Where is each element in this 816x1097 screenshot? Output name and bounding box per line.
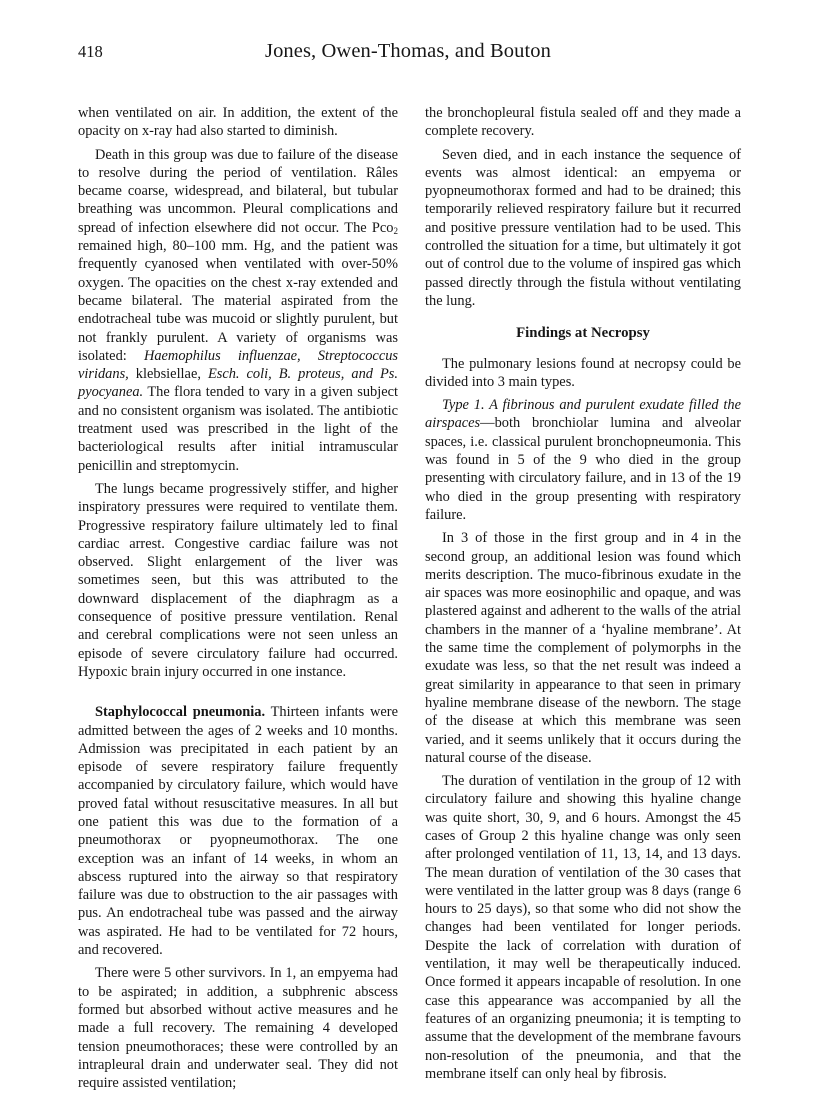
paragraph-text: remained high, 80–100 mm. Hg, and the patient was frequently cyanosed when ventilated with over-50% oxygen. The opacities on the chest x-ray extended and became bilateral. The material aspirated from the endotracheal tube was mucoid or slightly purulent, but not frankly purulent. A variety of organisms was isolated:	[78, 238, 398, 364]
paragraph: Seven died, and in each instance the sequence of events was almost identical: an empyema or pyopneumothorax formed and had to be drained; this temporarily relieved respiratory failure but it recurred and positive pressure ventilation had to be used. This controlled the situation for a time, but ultimately it got out of control due to the volume of inspired gas which passed directly through the fistula without ventilating the lung.	[425, 146, 741, 309]
paragraph: the bronchopleural fistula sealed off and they made a complete recovery.	[425, 105, 741, 140]
paragraph-text: Death in this group was due to failure of the disease to resolve during the period of ventilation. Râles became coarse, widespread, and bilateral, but tubular breathing was uncommon. Pleural complications and spread of infection elsewhere did not occur. The Pco	[78, 146, 398, 236]
paragraph	[425, 396, 741, 524]
organism-names: Haemophilus influenzae, Streptococcus viridans,	[78, 347, 398, 383]
paragraph	[78, 146, 398, 475]
paragraph-text: Thirteen infants were admitted between the ages of 2 weeks and 10 months. Admission was precipitated in each patient by an episode of severe respiratory failure frequently accompanied by circulatory failure, which would have proved fatal without resuscitative measures. In all but one patient this was due to the formation of a pneumothorax or pyopneumothorax. The one exception was an infant of 14 weeks, in whom an abscess ruptured into the airway so that respiratory failure was due to obstruction to the air passages with pus. An endotracheal tube was passed and the airway was aspirated. He had to be ventilated for 72 hours, and recovered.	[78, 704, 398, 959]
right-column	[425, 104, 741, 1088]
paragraph: The duration of ventilation in the group of 12 with circulatory failure and showing this hyaline change was quite short, 30, 9, and 6 hours. Amongst the 45 cases of Group 2 this hyaline change was only seen after prolonged ventilation of 11, 13, 14, and 13 days. The mean duration of ventilation of the 30 cases that were ventilated in the latter group was 8 days (range 6 hours to 25 days), so that some who did not show the changes had been ventilated for longer periods. Despite the lack of correlation with duration of ventilation, it may well be therapeutically induced. Once formed it appears incapable of resolution. In one case this appearance was accompanied by all the features of an organizing pneumonia; it is tempting to assume that the development of the membrane favours non-resolution of the pneumonia, and that the membrane itself can only heal by fibrosis.	[425, 773, 741, 1082]
section-heading: Findings at Necropsy	[516, 325, 650, 342]
left-column	[78, 104, 398, 1097]
paragraph: when ventilated on air. In addition, the extent of the opacity on x-ray had also started to diminish.	[78, 105, 398, 140]
page-number: 418	[78, 42, 103, 61]
paragraph: There were 5 other survivors. In 1, an empyema had to be aspirated; in addition, a subphrenic abscess formed but absorbed without active measures and he made a full recovery. The remaining 4 developed tension pneumothoraces; these were controlled by an intrapleural drain and underwater seal. They did not require assisted ventilation;	[78, 965, 398, 1092]
subscript: 2	[393, 225, 398, 236]
running-head: Jones, Owen-Thomas, and Bouton	[265, 40, 551, 62]
page-header	[78, 40, 738, 70]
type-heading: Type 1. A fibrinous and purulent exudate filled the airspaces	[425, 397, 741, 432]
paragraph-text: klebsiellae,	[128, 366, 208, 383]
paragraph-text: The flora tended to vary in a given subject and no consistent organism was isolated. The antibiotic treatment used was prescribed in the light of the bacteriological results after initial intramuscular penicillin and streptomycin.	[78, 384, 398, 474]
paragraph: In 3 of those in the first group and in 4 in the second group, an additional lesion was found which merits description. The muco-fibrinous exudate in the air spaces was more eosinophilic and opaque, and was plastered against and adherent to the walls of the atrial chambers in the manner of a ‘hyaline membrane’. At the same time the complement of polymorphs in the exudate was less, so that the net result was indeed a great similarity in appearance to that seen in primary hyaline membrane disease of the newborn. The stage of the disease at which this membrane was seen varied, and it seems unlikely that it occurs during the natural course of the disease.	[425, 530, 741, 766]
paragraph: The lungs became progressively stiffer, and higher inspiratory pressures were required to ventilate them. Progressive respiratory failure ultimately led to final cardiac arrest. Congestive cardiac failure was not observed. Slight enlargement of the liver was sometimes seen, but this was attributed to the downward displacement of the diaphragm as a consequence of positive pressure ventilation. Renal and cerebral complications were not seen unless an episode of severe circulatory failure had occurred. Hypoxic brain injury occurred in one instance.	[78, 480, 398, 680]
paragraph-text: —both bronchiolar lumina and alveolar spaces, i.e. classical purulent bronchopneumonia. This was found in 5 of the 9 who died in the group presenting with circulatory failure, and in 13 of the 19 who died in the group presenting with respiratory failure.	[425, 415, 741, 523]
organism-names: Esch. coli, B. proteus, and Ps. pyocyanea.	[78, 366, 398, 401]
subsection-heading: Staphylococcal pneumonia.	[95, 704, 266, 721]
paragraph: The pulmonary lesions found at necropsy could be divided into 3 main types.	[425, 355, 741, 390]
paragraph	[78, 703, 398, 959]
